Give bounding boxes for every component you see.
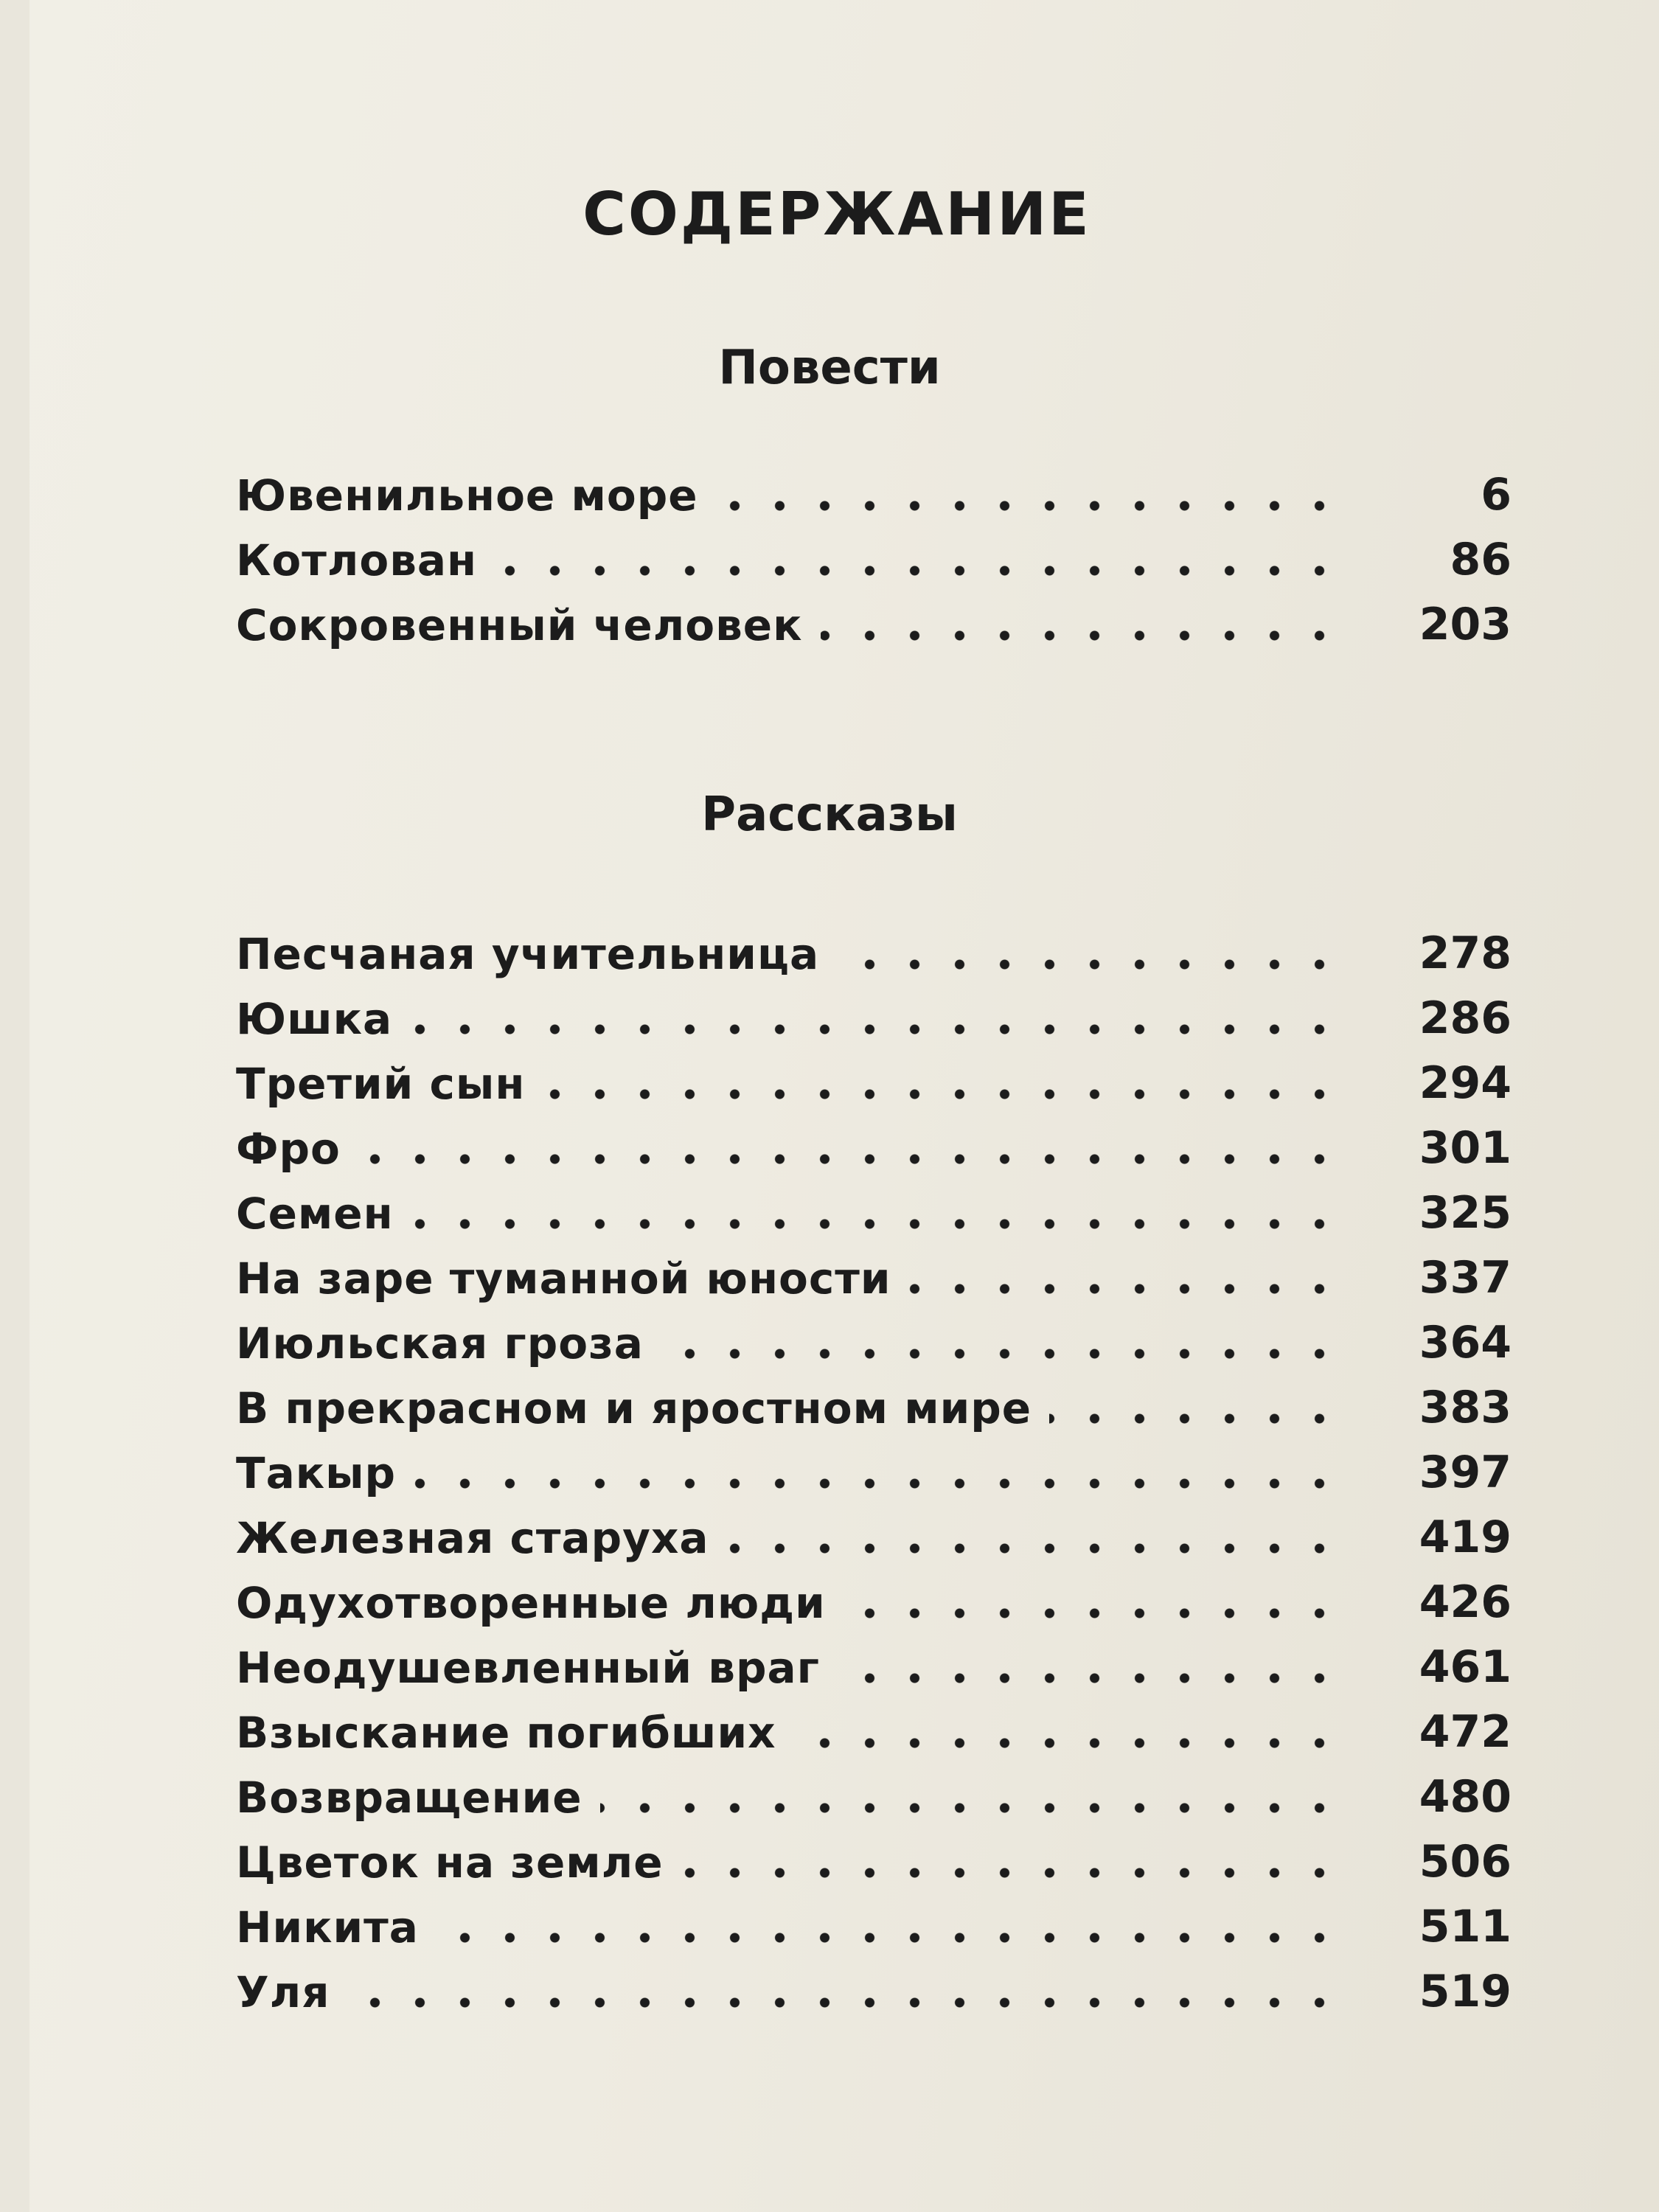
section-heading-rasskazy: Рассказы bbox=[701, 787, 958, 842]
toc-entry-page: 278 bbox=[1419, 928, 1512, 979]
toc-entry-title: На заре туманной юности bbox=[236, 1253, 891, 1304]
toc-entry bbox=[236, 988, 1512, 1048]
toc-entry-title: Уля bbox=[236, 1967, 330, 2017]
book-page bbox=[29, 0, 1659, 2212]
toc-entry bbox=[236, 1961, 1512, 2022]
toc-entry-title: Ювенильное море bbox=[236, 470, 698, 521]
toc-entry bbox=[236, 1832, 1512, 1892]
toc-entry-title: Никита bbox=[236, 1902, 419, 1952]
dot-leader bbox=[838, 1672, 1342, 1684]
dot-leader bbox=[837, 959, 1342, 970]
toc-entry bbox=[236, 1118, 1512, 1178]
toc-entry bbox=[236, 1896, 1512, 1957]
toc-entry bbox=[236, 594, 1512, 655]
dot-leader bbox=[661, 1348, 1342, 1360]
toc-entry-title: Взыскание погибших bbox=[236, 1708, 776, 1758]
toc-entry-title: В прекрасном и яростном мире bbox=[236, 1383, 1032, 1433]
toc-entry-title: Июльская гроза bbox=[236, 1318, 644, 1368]
dot-leader bbox=[1049, 1413, 1342, 1425]
toc-entry-page: 325 bbox=[1419, 1187, 1512, 1239]
dot-leader bbox=[821, 630, 1342, 641]
dot-leader bbox=[410, 1023, 1342, 1035]
dot-leader bbox=[437, 1932, 1342, 1944]
toc-entry bbox=[236, 465, 1512, 525]
dot-leader bbox=[414, 1478, 1342, 1489]
toc-entry-page: 301 bbox=[1419, 1122, 1512, 1174]
dot-leader bbox=[727, 1543, 1342, 1554]
toc-entry-title: Фро bbox=[236, 1124, 341, 1174]
toc-entry-page: 397 bbox=[1419, 1447, 1512, 1498]
toc-entry bbox=[236, 1442, 1512, 1503]
toc-entry-title: Юшка bbox=[236, 994, 393, 1044]
toc-entry-page: 472 bbox=[1419, 1706, 1512, 1758]
dot-leader bbox=[600, 1802, 1342, 1814]
toc-entry-page: 203 bbox=[1419, 599, 1512, 650]
toc-entry-page: 6 bbox=[1481, 469, 1512, 521]
dot-leader bbox=[543, 1088, 1342, 1100]
toc-entry-page: 337 bbox=[1419, 1252, 1512, 1304]
toc-entry bbox=[236, 1312, 1512, 1373]
dot-leader bbox=[411, 1218, 1342, 1230]
toc-entry bbox=[236, 923, 1512, 984]
toc-entry-title: Сокровенный человек bbox=[236, 600, 803, 650]
toc-entry-page: 426 bbox=[1419, 1576, 1512, 1628]
toc-entry bbox=[236, 1507, 1512, 1568]
toc-entry bbox=[236, 529, 1512, 590]
section-heading-povesti: Повести bbox=[718, 341, 941, 395]
toc-entry bbox=[236, 1053, 1512, 1113]
toc-entry-page: 511 bbox=[1419, 1901, 1512, 1952]
toc-entry-page: 383 bbox=[1419, 1382, 1512, 1433]
dot-leader bbox=[909, 1283, 1342, 1295]
toc-entry-page: 86 bbox=[1450, 534, 1512, 585]
toc-entry bbox=[236, 1377, 1512, 1438]
dot-leader bbox=[495, 565, 1342, 577]
toc-entry-title: Одухотворенные люди bbox=[236, 1578, 826, 1628]
toc-entry-page: 364 bbox=[1419, 1317, 1512, 1368]
toc-entry-title: Котлован bbox=[236, 535, 478, 585]
dot-leader bbox=[358, 1153, 1342, 1165]
toc-entry-title: Цветок на земле bbox=[236, 1837, 664, 1888]
toc-entry-title: Железная старуха bbox=[236, 1513, 709, 1563]
toc-entry-title: Семен bbox=[236, 1189, 394, 1239]
dot-leader bbox=[347, 1997, 1342, 2008]
toc-entry bbox=[236, 1702, 1512, 1762]
toc-entry-title: Третий сын bbox=[236, 1059, 526, 1109]
toc-entry bbox=[236, 1183, 1512, 1243]
toc-entry-title: Неодушевленный враг bbox=[236, 1643, 820, 1693]
dot-leader bbox=[716, 500, 1342, 512]
toc-entry bbox=[236, 1572, 1512, 1632]
toc-entry-title: Такыр bbox=[236, 1448, 397, 1498]
toc-entry-page: 286 bbox=[1419, 992, 1512, 1044]
dot-leader bbox=[681, 1867, 1342, 1879]
toc-entry-page: 480 bbox=[1419, 1771, 1512, 1823]
toc-entry-page: 519 bbox=[1419, 1966, 1512, 2017]
dot-leader bbox=[794, 1737, 1342, 1749]
toc-entry bbox=[236, 1637, 1512, 1697]
toc-entry-page: 294 bbox=[1419, 1057, 1512, 1109]
dot-leader bbox=[844, 1607, 1342, 1619]
toc-entry-page: 506 bbox=[1419, 1836, 1512, 1888]
toc-entry-title: Песчаная учительница bbox=[236, 929, 820, 979]
toc-entry bbox=[236, 1767, 1512, 1827]
page-title: СОДЕРЖАНИЕ bbox=[582, 179, 1091, 248]
toc-entry-title: Возвращение bbox=[236, 1773, 582, 1823]
toc-entry bbox=[236, 1248, 1512, 1308]
toc-entry-page: 461 bbox=[1419, 1641, 1512, 1693]
toc-entry-page: 419 bbox=[1419, 1512, 1512, 1563]
